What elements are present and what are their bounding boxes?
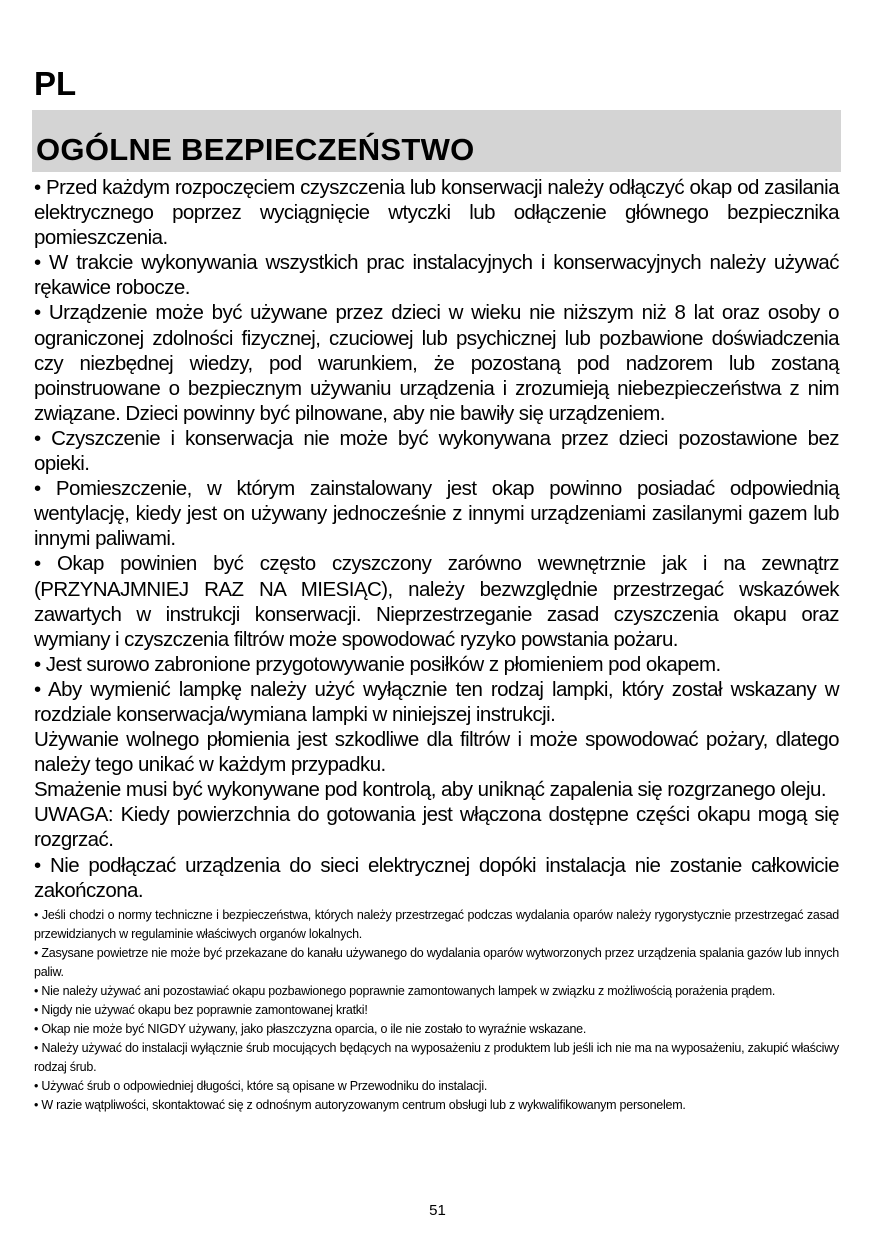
section-title: OGÓLNE BEZPIECZEŃSTWO: [36, 132, 475, 167]
small-paragraph: • Okap nie może być NIGDY używany, jako płaszczyzna oparcia, o ile nie zostało to wyraźnie wskazane.: [34, 1021, 587, 1036]
paragraph: • W trakcie wykonywania wszystkich prac instalacyjnych i konserwacyjnych należy używać rękawice robocze.: [34, 251, 839, 300]
small-paragraph: • Zasysane powietrze nie może być przekazane do kanału używanego do wydalania oparów wytworzonych przez urządzenia spalania gazów lub innych paliw.: [34, 945, 839, 979]
paragraph: • Okap powinien być często czyszczony zarówno wewnętrznie jak i na zewnątrz (PRZYNAJMNIEJ RAZ NA MIESIĄC), należy bezwzględnie przestrzegać wskazówek zawartych w instrukcji konserwacji. Nieprzestrzeganie zasad czyszczenia okapu oraz wymiany i czyszczenia filtrów może spowodować ryzyko powstania pożaru.: [34, 552, 839, 651]
paragraph: • Jest surowo zabronione przygotowywanie posiłków z płomieniem pod okapem.: [34, 652, 721, 676]
paragraph: • Urządzenie może być używane przez dzieci w wieku nie niższym niż 8 lat oraz osoby o ograniczonej zdolności fizycznej, czuciowej lub psychicznej lub pozbawione doświadczenia czy niezbędnej wiedzy, pod warunkiem, że pozostaną pod nadzorem lub zostaną poinstruowane o bezpiecznym używaniu urządzenia i zrozumieją niebezpieczeństwa z nim związane. Dzieci powinny być pilnowane, aby nie bawiły się urządzeniem.: [34, 301, 839, 425]
paragraph: • Pomieszczenie, w którym zainstalowany jest okap powinno posiadać odpowiednią wentylację, kiedy jest on używany jednocześnie z innymi urządzeniami zasilanymi gazem lub innymi paliwami.: [34, 477, 839, 551]
paragraph: • Nie podłączać urządzenia do sieci elektrycznej dopóki instalacja nie zostanie całkowicie zakończona.: [34, 853, 839, 902]
small-paragraph: • Używać śrub o odpowiedniej długości, które są opisane w Przewodniku do instalacji.: [34, 1078, 488, 1093]
page-number: 51: [429, 1202, 446, 1219]
paragraph: Używanie wolnego płomienia jest szkodliwe dla filtrów i może spowodować pożary, dlatego należy tego unikać w każdym przypadku.: [34, 728, 839, 777]
paragraph: Smażenie musi być wykonywane pod kontrolą, aby uniknąć zapalenia się rozgrzanego oleju.: [34, 778, 826, 802]
paragraph: • Czyszczenie i konserwacja nie może być wykonywana przez dzieci pozostawione bez opieki.: [34, 426, 839, 476]
paragraph: • Przed każdym rozpoczęciem czyszczenia lub konserwacji należy odłączyć okap od zasilania elektrycznego poprzez wyciągnięcie wtyczki lub odłączenie głównego bezpiecznika pomieszczenia.: [34, 176, 839, 250]
small-paragraph: • Nigdy nie używać okapu bez poprawnie zamontowanej kratki!: [34, 1002, 368, 1017]
language-code: PL: [34, 65, 77, 102]
paragraph: • Aby wymienić lampkę należy użyć wyłącznie ten rodzaj lampki, który został wskazany w rozdziale konserwacja/wymiana lampki w niniejszej instrukcji.: [34, 677, 839, 726]
small-paragraph: • Jeśli chodzi o normy techniczne i bezpieczeństwa, których należy przestrzegać podczas wydalania oparów należy rygorystycznie przestrzegać zasad przewidzianych w regulaminie właściwych organów lokalnych.: [34, 907, 839, 941]
small-paragraph: • Nie należy używać ani pozostawiać okapu pozbawionego poprawnie zamontowanych lampek w związku z możliwością porażenia prądem.: [34, 983, 776, 998]
small-paragraph: • W razie wątpliwości, skontaktować się z odnośnym autoryzowanym centrum obsługi lub z wykwalifikowanym personelem.: [34, 1097, 686, 1112]
main-instructions: [34, 175, 839, 903]
small-paragraph: • Należy używać do instalacji wyłącznie śrub mocujących będących na wyposażeniu z produktem lub jeśli ich nie ma na wyposażeniu, zakupić właściwy rodzaj śrub.: [34, 1040, 839, 1074]
small-print-instructions: [34, 906, 839, 1115]
paragraph: UWAGA: Kiedy powierzchnia do gotowania jest włączona dostępne części okapu mogą się rozgrzać.: [34, 803, 839, 852]
document-body: [34, 175, 839, 1115]
